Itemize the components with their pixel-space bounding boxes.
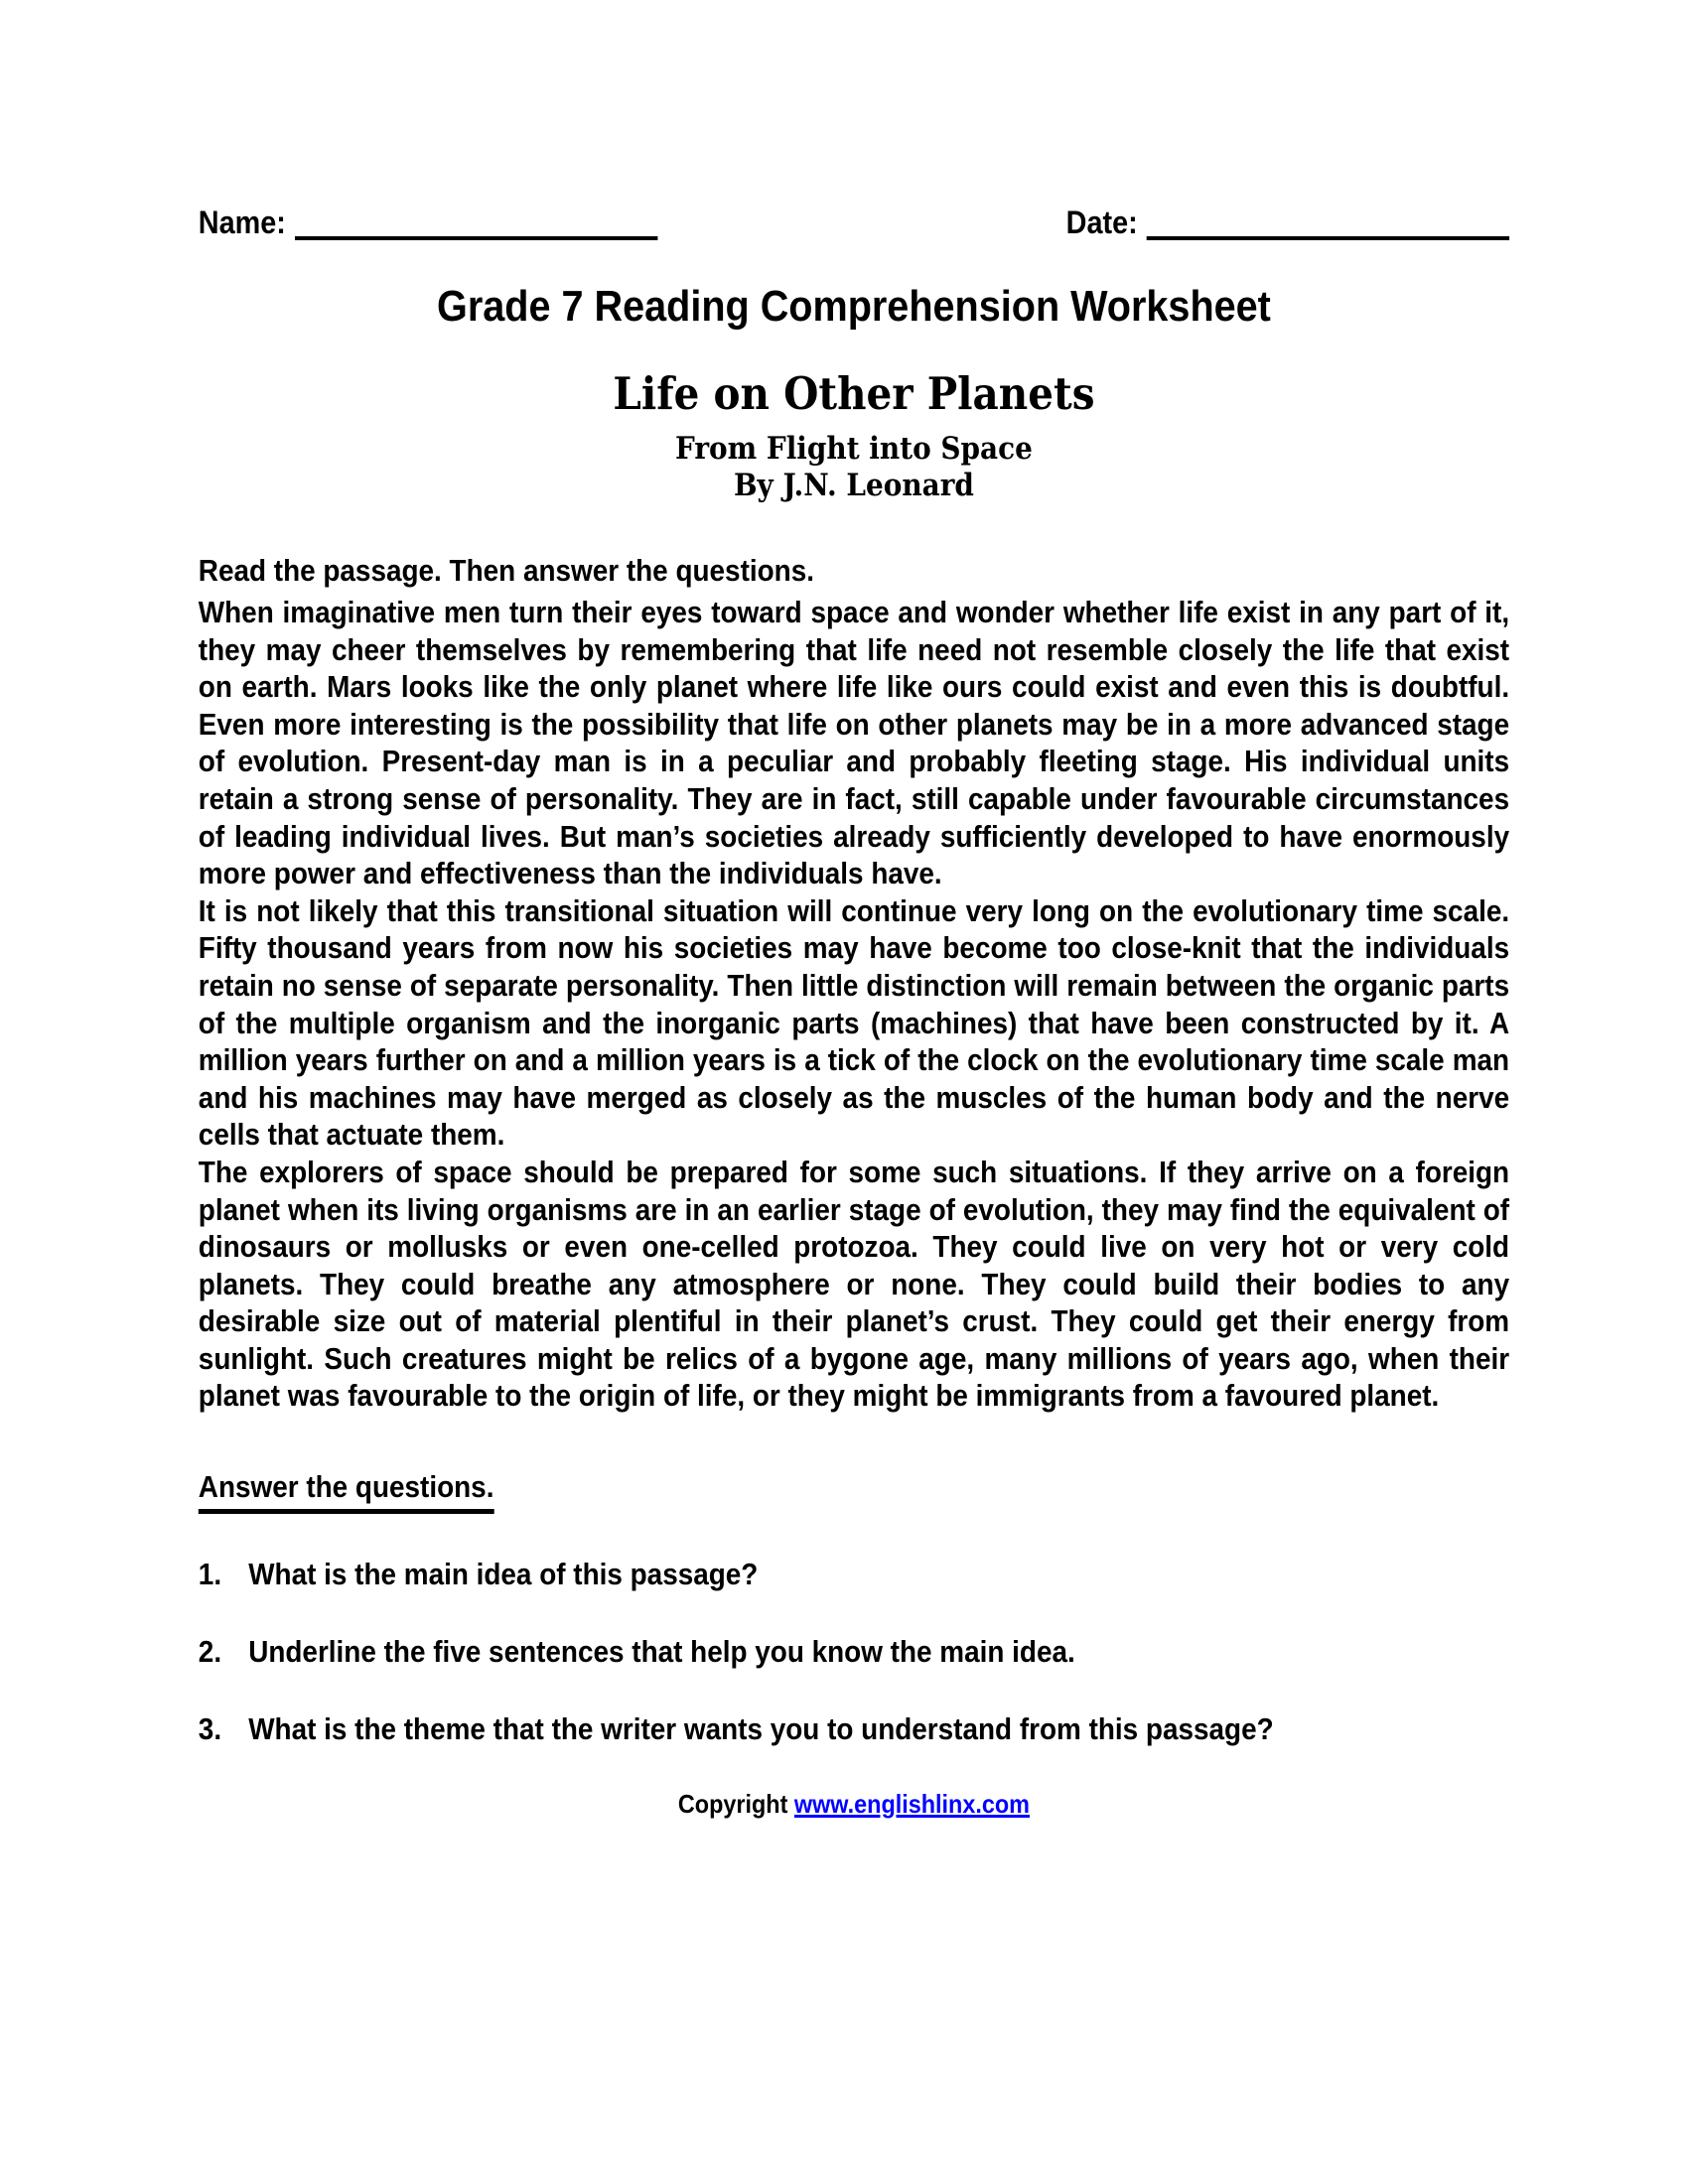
- copyright-link[interactable]: www.englishlinx.com: [793, 1789, 1030, 1820]
- footer: [199, 1788, 1509, 1820]
- question-1: [199, 1556, 1509, 1593]
- passage-paragraph-2: It is not likely that this transitional situation will continue very long on the evolutionary time scale. Fifty thousand years from now his societies may have become too close-knit that the individuals retain no sense of separate personality. Then little distinction will remain between the organic parts of the multiple organism and the inorganic parts (machines) that have been constructed by it. A million years further on and a million years is a tick of the clock on the evolutionary time scale man and his machines may have merged as closely as the muscles of the human body and the nerve cells that actuate them.: [198, 892, 1510, 1153]
- name-field: [199, 205, 657, 240]
- date-blank-line: [1147, 206, 1509, 240]
- questions-heading-wrap: [199, 1468, 1509, 1514]
- copyright-label: Copyright: [677, 1789, 794, 1820]
- name-blank-line: [295, 206, 657, 240]
- date-label: Date:: [1065, 205, 1138, 240]
- question-1-text: What is the main idea of this passage?: [248, 1557, 759, 1592]
- passage-paragraph-1: When imaginative men turn their eyes toward space and wonder whether life exist in any part of it, they may cheer themselves by remembering that life need not resemble closely the life that exist on earth. Mars looks like the only planet where life like ours could exist and even this is doubtful. Even more interesting is the possibility that life on other planets may be in a more advanced stage of evolution. Present-day man is in a peculiar and probably fleeting stage. His individual units retain a strong sense of personality. They are in fact, still capable under favourable circumstances of leading individual lives. But man’s societies already sufficiently developed to have enormously more power and effectiveness than the individuals have.: [198, 595, 1510, 891]
- instructions-line: Read the passage. Then answer the questions.: [198, 553, 814, 588]
- passage-author: By J.N. Leonard: [733, 468, 974, 503]
- questions-list: [199, 1556, 1509, 1748]
- date-field: [1066, 205, 1509, 240]
- question-2: [199, 1633, 1509, 1671]
- worksheet-title: Grade 7 Reading Comprehension Worksheet: [437, 282, 1271, 331]
- header-row: [199, 205, 1509, 240]
- passage-title: Life on Other Planets: [613, 367, 1095, 420]
- passage-paragraph-3: The explorers of space should be prepared for some such situations. If they arrive on a foreign planet when its living organisms are in an earlier stage of evolution, they may find the equivalent of dinosaurs or mollusks or even one-celled protozoa. They could live on very hot or very cold planets. They could breathe any atmosphere or none. They could build their bodies to any desirable size out of material plentiful in their planet’s crust. They could get their energy from sunlight. Such creatures might be relics of a bygone age, many millions of years ago, when their planet was favourable to the origin of life, or they might be immigrants from a favoured planet.: [198, 1154, 1510, 1414]
- question-3-number: 3.: [198, 1711, 222, 1747]
- question-2-number: 2.: [198, 1634, 222, 1670]
- question-2-text: Underline the five sentences that help you know the main idea.: [248, 1634, 1075, 1670]
- question-3-text: What is the theme that the writer wants you to understand from this passage?: [248, 1711, 1274, 1747]
- questions-heading: Answer the questions.: [199, 1468, 494, 1514]
- name-label: Name:: [198, 205, 286, 240]
- passage-body: [199, 594, 1509, 1415]
- passage-subtitle: From Flight into Space: [675, 431, 1033, 467]
- question-1-number: 1.: [198, 1557, 222, 1592]
- question-3: [199, 1710, 1509, 1748]
